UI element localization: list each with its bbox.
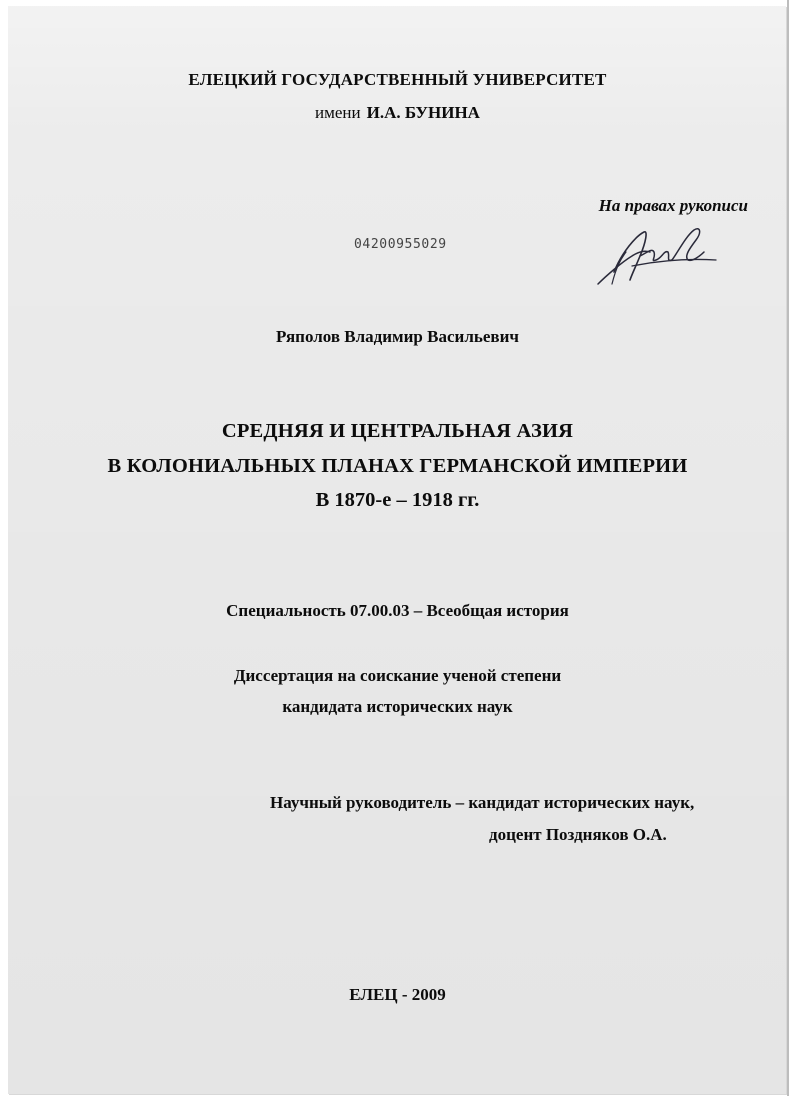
- named-after: И.А. БУНИНА: [366, 103, 480, 122]
- university-named-after: [0, 103, 795, 123]
- dissertation-line-1: Диссертация на соискание ученой степени: [233, 666, 562, 685]
- city-year: ЕЛЕЦ - 2009: [349, 985, 446, 1004]
- signature-image: [592, 222, 720, 288]
- dissertation-line-2: кандидата исторических наук: [282, 697, 513, 716]
- advisor-line-1: Научный руководитель – кандидат исторических наук,: [270, 793, 695, 812]
- catalog-number: 04200955029: [354, 237, 447, 252]
- author-name: Ряполов Владимир Васильевич: [276, 327, 519, 346]
- title-line-3: В 1870-е – 1918 гг.: [315, 489, 480, 511]
- university-name: ЕЛЕЦКИЙ ГОСУДАРСТВЕННЫЙ УНИВЕРСИТЕТ: [188, 70, 607, 89]
- rights-note: На правах рукописи: [598, 196, 748, 215]
- paper-sheet: [8, 6, 786, 1094]
- specialty: Специальность 07.00.03 – Всеобщая история: [226, 601, 569, 620]
- title-line-1: СРЕДНЯЯ И ЦЕНТРАЛЬНАЯ АЗИЯ: [221, 420, 574, 442]
- title-line-2: В КОЛОНИАЛЬНЫХ ПЛАНАХ ГЕРМАНСКОЙ ИМПЕРИИ: [107, 455, 688, 477]
- page-edge: [787, 0, 789, 1096]
- advisor-line-2: доцент Поздняков О.А.: [489, 825, 667, 844]
- named-prefix: имени: [315, 103, 361, 122]
